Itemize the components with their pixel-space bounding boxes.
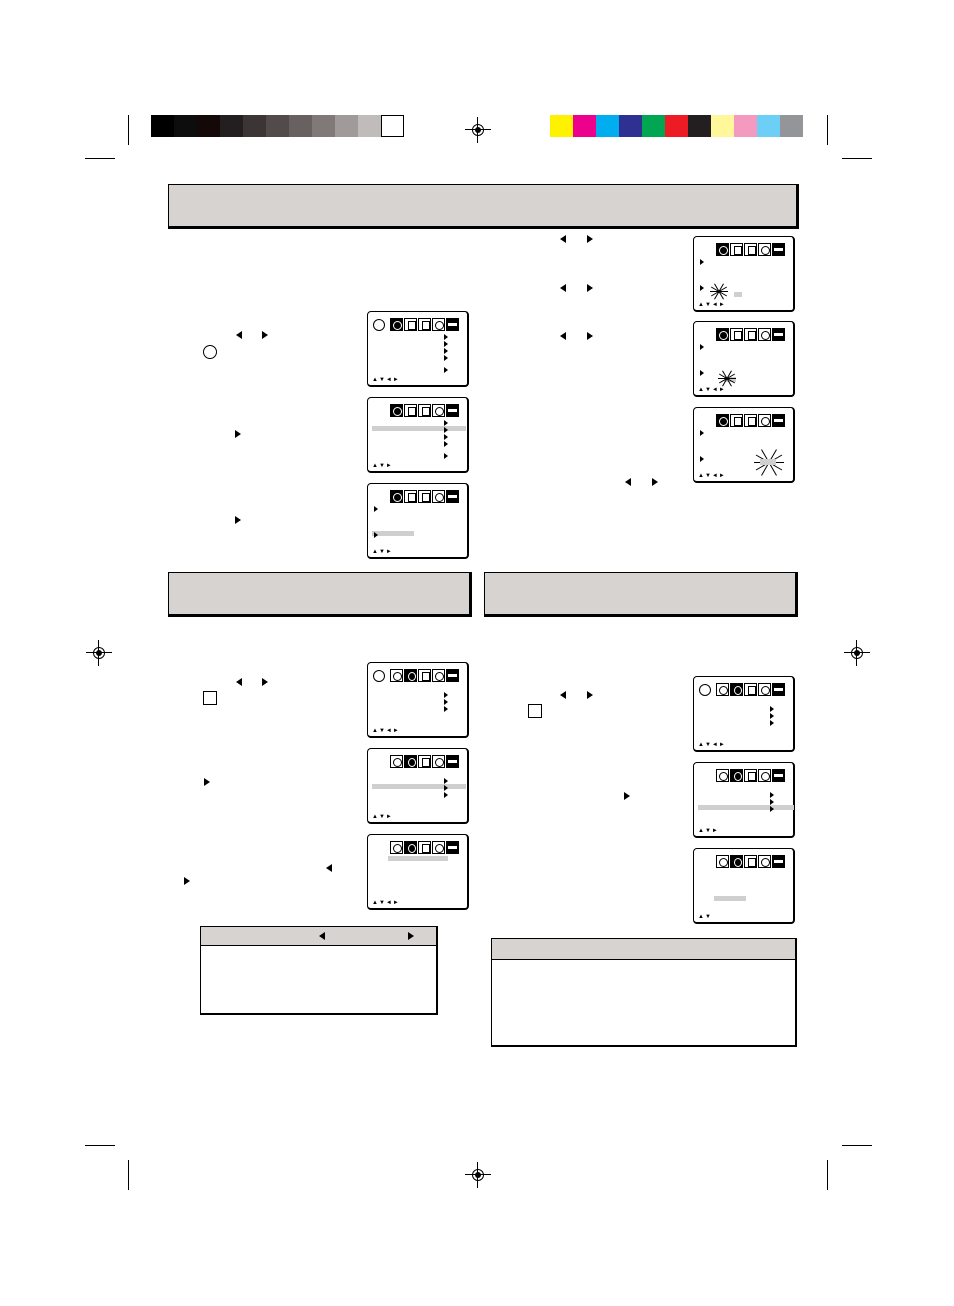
navigation-hint: ▲▼◄► [372,377,400,383]
clock-icon [716,243,729,256]
play-arrow-icon [770,792,774,798]
caption-icon [730,243,743,256]
navigation-hint: ▲▼◄► [372,900,400,906]
clock-icon [716,855,729,868]
vcr-icon [772,769,785,782]
color-swatch [734,115,757,137]
crop-mark [128,115,129,145]
highlight-bar [698,805,794,810]
right-arrow-icon [587,691,593,699]
play-arrow-icon [770,720,774,726]
menu-screen [367,397,469,473]
v-chip-icon [432,490,445,503]
menu-screen [693,321,795,397]
play-arrow-icon [444,427,448,433]
navigation-hint: ▲▼► [372,463,393,469]
caption-icon [404,318,417,331]
caption-icon [418,841,431,854]
note-box-header [492,939,795,960]
play-arrow-icon [444,355,448,361]
vcr-icon [446,404,459,417]
crop-mark [85,158,115,159]
menu-icon-row [716,414,786,428]
gray-swatch [358,115,381,137]
play-arrow-icon [700,285,704,291]
vcr-icon [772,683,785,696]
vcr-icon [772,243,785,256]
play-arrow-icon [444,434,448,440]
play-arrow-icon [770,713,774,719]
highlight-bar [714,896,746,901]
caption-icon [404,755,417,768]
highlight-bar [388,856,448,861]
highlight-bar [372,531,414,536]
caption-icon [744,769,757,782]
joystick-icon [373,670,385,682]
caption-icon [744,414,757,427]
caption-icon [744,855,757,868]
play-arrow-icon [444,341,448,347]
caption-icon [528,704,542,718]
caption-icon [730,855,743,868]
caption-icon [404,404,417,417]
play-arrow-icon [444,348,448,354]
menu-icon-row [390,404,460,418]
right-arrow-icon [408,932,414,940]
play-arrow-icon [444,706,448,712]
caption-icon [744,328,757,341]
value-field [734,292,742,297]
caption-icon [404,841,417,854]
menu-icon-row [716,243,786,257]
right-arrow-icon [262,678,268,686]
menu-icon-row [390,755,460,769]
caption-icon [418,404,431,417]
v-chip-icon [758,855,771,868]
gray-swatch [335,115,358,137]
menu-screen [367,311,469,387]
color-swatch [711,115,734,137]
play-arrow-icon [444,692,448,698]
play-arrow-icon [444,441,448,447]
caption-icon [730,414,743,427]
menu-screen [367,483,469,559]
left-arrow-icon [319,932,325,940]
clock-icon [716,769,729,782]
menu-icon-row [390,318,460,332]
caption-icon [744,243,757,256]
caption-icon [418,669,431,682]
crop-mark [842,158,872,159]
v-chip-icon [758,769,771,782]
color-swatch [757,115,780,137]
caption-icon [418,755,431,768]
menu-icon-row [390,490,460,504]
clock-icon [716,683,729,696]
navigation-hint: ▲▼► [372,814,393,820]
gray-swatch [289,115,312,137]
caption-icon [730,683,743,696]
right-arrow-icon [587,235,593,243]
highlight-bar [372,784,466,789]
right-arrow-icon [262,331,268,339]
menu-screen [367,662,469,738]
color-swatch [665,115,688,137]
section-header-right [484,572,798,617]
right-arrow-icon [184,877,190,885]
left-arrow-icon [236,331,242,339]
crop-mark [85,1145,115,1146]
vcr-icon [772,414,785,427]
play-arrow-icon [444,334,448,340]
menu-icon-row [716,328,786,342]
highlight-bar [372,426,466,431]
navigation-hint: ▲▼◄► [698,302,726,308]
navigation-hint: ▲▼► [698,828,719,834]
play-arrow-icon [770,706,774,712]
registration-mark-icon [848,644,866,662]
caption-icon [744,683,757,696]
v-chip-icon [432,404,445,417]
color-swatch [596,115,619,137]
menu-icon-row [716,769,786,783]
menu-screen [367,834,469,910]
right-arrow-icon [624,792,630,800]
caption-icon [203,691,217,705]
play-arrow-icon [444,785,448,791]
menu-screen [693,236,795,312]
caption-icon [418,490,431,503]
registration-mark-icon [469,1166,487,1184]
play-arrow-icon [444,792,448,798]
play-arrow-icon [444,778,448,784]
right-arrow-icon [235,430,241,438]
gray-swatch [151,115,174,137]
menu-screen [367,748,469,824]
menu-icon-row [390,669,460,683]
menu-screen [693,407,795,483]
left-arrow-icon [560,691,566,699]
v-chip-icon [758,414,771,427]
caption-icon [404,490,417,503]
color-swatch [573,115,596,137]
menu-icon-row [390,841,460,855]
gray-swatch [220,115,243,137]
clock-icon [390,755,403,768]
play-arrow-icon [374,506,378,512]
left-arrow-icon [326,864,332,872]
vcr-icon [446,755,459,768]
menu-screen [693,676,795,752]
play-arrow-icon [444,420,448,426]
clock-icon [203,345,217,359]
caption-icon [730,328,743,341]
crop-mark [128,1160,129,1190]
navigation-hint: ▲▼◄► [698,742,726,748]
play-arrow-icon [374,532,378,538]
menu-screen [693,762,795,838]
gray-swatch [174,115,197,137]
crop-mark [827,1160,828,1190]
right-arrow-icon [652,478,658,486]
color-swatch [550,115,573,137]
clock-icon [390,669,403,682]
crop-mark [842,1145,872,1146]
v-chip-icon [432,318,445,331]
vcr-icon [446,669,459,682]
v-chip-icon [758,328,771,341]
left-arrow-icon [560,284,566,292]
play-arrow-icon [444,453,448,459]
menu-screen [693,848,795,924]
gray-swatch [197,115,220,137]
play-arrow-icon [444,699,448,705]
play-arrow-icon [700,430,704,436]
right-arrow-icon [587,332,593,340]
registration-mark-icon [469,121,487,139]
play-arrow-icon [700,344,704,350]
play-arrow-icon [444,367,448,373]
v-chip-icon [432,841,445,854]
left-arrow-icon [560,235,566,243]
section-header-top [168,184,799,229]
v-chip-icon [758,683,771,696]
gray-swatch [243,115,266,137]
left-arrow-icon [560,332,566,340]
menu-icon-row [716,683,786,697]
navigation-hint: ▲▼◄► [698,387,726,393]
color-swatch [780,115,803,137]
navigation-hint: ▲▼◄► [372,728,400,734]
note-box-header [201,927,436,946]
gray-swatch [381,115,404,137]
clock-icon [390,490,403,503]
left-arrow-icon [236,678,242,686]
play-arrow-icon [770,799,774,805]
caption-icon [404,669,417,682]
crop-mark [827,115,828,145]
v-chip-icon [432,755,445,768]
v-chip-icon [758,243,771,256]
joystick-icon [373,319,385,331]
vcr-icon [772,328,785,341]
color-swatch [688,115,711,137]
vcr-icon [772,855,785,868]
navigation-hint: ▲▼ [698,914,712,920]
color-swatch [642,115,665,137]
clock-icon [716,414,729,427]
vcr-icon [446,318,459,331]
play-arrow-icon [700,370,704,376]
vcr-icon [446,490,459,503]
navigation-hint: ▲▼► [372,549,393,555]
caption-icon [418,318,431,331]
play-arrow-icon [700,259,704,265]
gray-swatch [312,115,335,137]
note-box-right [491,938,797,1047]
registration-mark-icon [90,644,108,662]
v-chip-icon [432,669,445,682]
left-arrow-icon [625,478,631,486]
right-arrow-icon [235,516,241,524]
caption-icon [730,769,743,782]
clock-icon [390,841,403,854]
right-arrow-icon [204,778,210,786]
play-arrow-icon [770,806,774,812]
value-field [760,459,776,465]
gray-swatch [266,115,289,137]
joystick-icon [699,684,711,696]
clock-icon [390,318,403,331]
note-box-left [200,926,438,1015]
vcr-icon [446,841,459,854]
clock-icon [390,404,403,417]
section-header-left [168,572,472,617]
navigation-hint: ▲▼◄► [698,473,726,479]
menu-icon-row [716,855,786,869]
right-arrow-icon [587,284,593,292]
color-swatch [619,115,642,137]
play-arrow-icon [700,456,704,462]
clock-icon [716,328,729,341]
